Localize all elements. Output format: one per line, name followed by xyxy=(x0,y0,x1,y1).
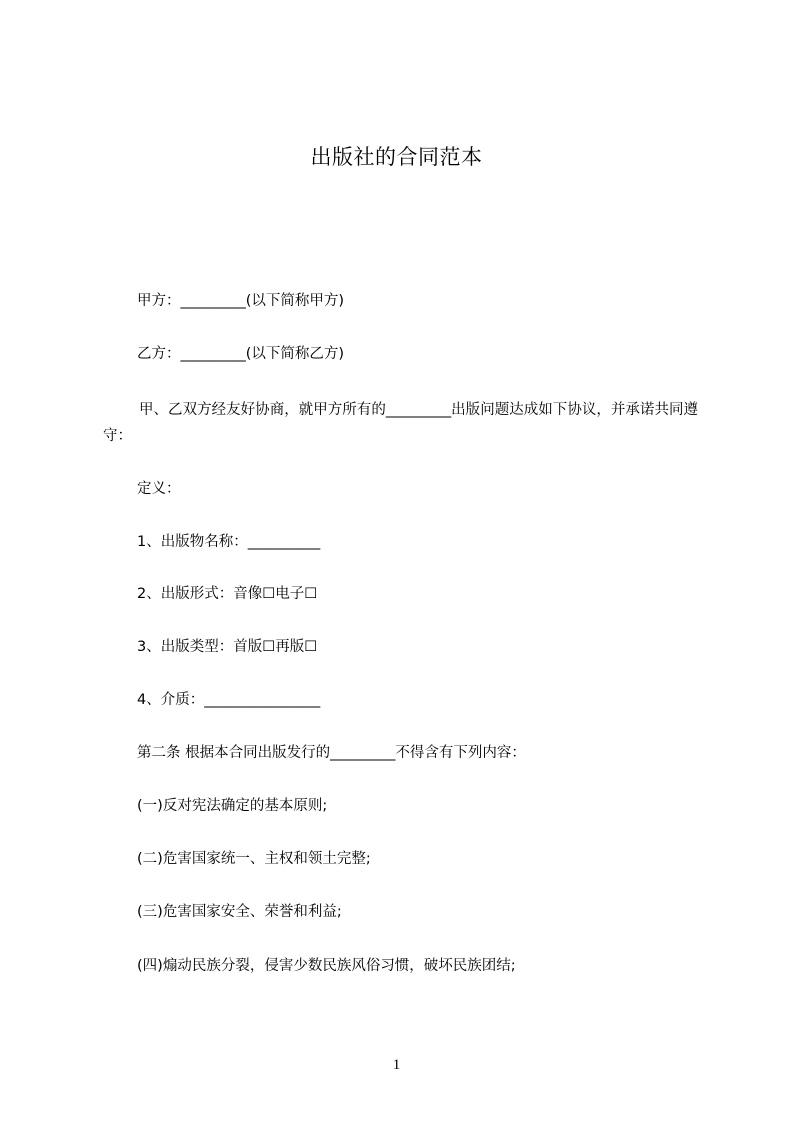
party-a-line: 甲方：_________(以下简称甲方) xyxy=(137,293,345,309)
definition-item-medium: 4、介质：________________ xyxy=(137,692,321,708)
page-number: 1 xyxy=(392,1057,401,1073)
prohibited-item: (三)危害国家安全、荣誉和利益; xyxy=(137,904,342,920)
prohibited-item: (四)煽动民族分裂，侵害少数民族风俗习惯，破坏民族团结; xyxy=(137,958,516,974)
definition-item-type: 3、出版类型：首版☐再版☐ xyxy=(137,639,318,655)
definition-item-name: 1、出版物名称：__________ xyxy=(137,534,321,550)
prohibited-item: (二)危害国家统一、主权和领土完整; xyxy=(137,851,371,867)
definition-item-form: 2、出版形式：音像☐电子☐ xyxy=(137,586,318,602)
prohibited-item: (一)反对宪法确定的基本原则; xyxy=(137,798,328,814)
definitions-heading: 定义： xyxy=(137,481,181,497)
party-b-line: 乙方：_________(以下简称乙方) xyxy=(137,346,345,362)
intro-paragraph: 甲、乙双方经友好协商，就甲方所有的_________出版问题达成如下协议，并承诺共同遵守： xyxy=(103,402,698,444)
article-two: 第二条 根据本合同出版发行的_________不得含有下列内容： xyxy=(137,745,526,761)
document-title: 出版社的合同范本 xyxy=(310,145,483,169)
